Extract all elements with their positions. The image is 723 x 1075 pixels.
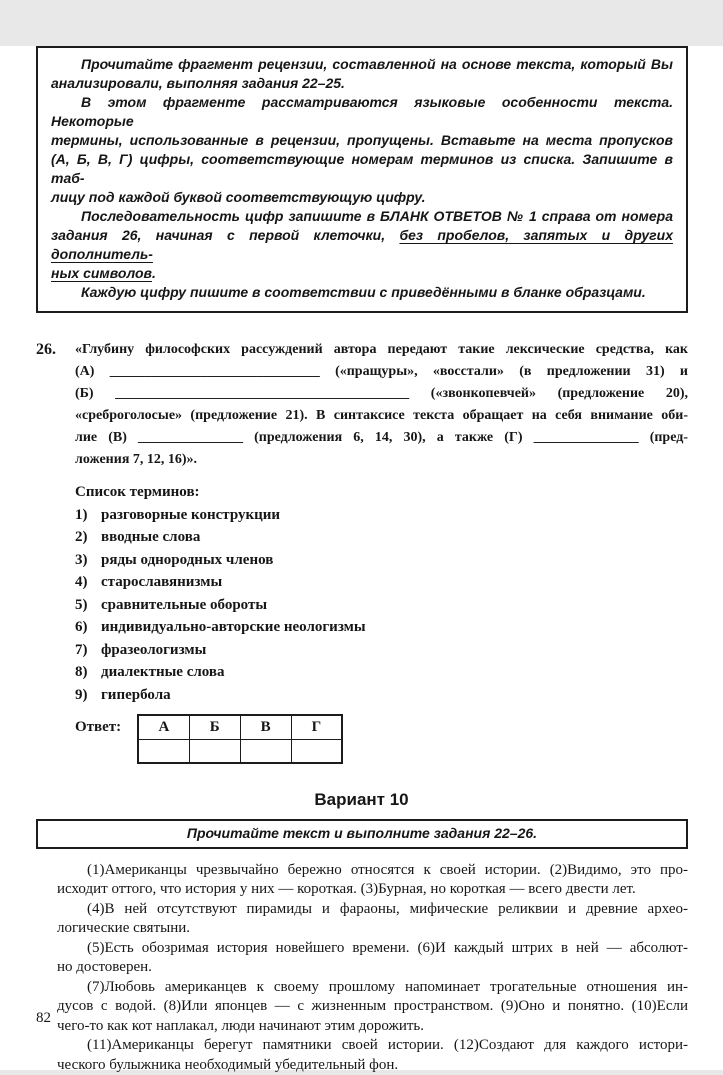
answer-section [75, 714, 688, 764]
text-line: задания 26, начиная с первой клеточки, без пробелов, запятых и других дополнитель- [51, 226, 673, 264]
term-label: сравнительные обороты [101, 596, 267, 614]
text-line: «Глубину философских рассуждений автора передают такие лексические средства, как [75, 339, 688, 361]
paragraph [51, 93, 673, 207]
answer-table-input-row [138, 740, 342, 763]
term-label: старославянизмы [101, 573, 222, 591]
answer-column-header: В [240, 715, 291, 740]
answer-cell-a[interactable] [138, 740, 189, 763]
page-number: 82 [36, 1010, 51, 1027]
terms-list [75, 483, 688, 704]
term-number: 2) [75, 528, 101, 546]
passage-instruction-box [36, 819, 688, 849]
term-item [75, 596, 688, 614]
term-item [75, 506, 688, 524]
paragraph [51, 55, 673, 93]
task-instruction-box [36, 46, 688, 313]
term-number: 3) [75, 551, 101, 569]
answer-column-header: Б [189, 715, 240, 740]
answer-column-header: Г [291, 715, 342, 740]
variant-heading: Вариант 10 [0, 790, 723, 810]
text-line: ложения 7, 12, 16)». [75, 449, 688, 471]
scanned-exam-page [0, 46, 723, 1070]
text-line: (А) ______________________________ («пращуры», «восстали» (в предложении 31) и [75, 361, 688, 383]
paragraph [51, 283, 673, 302]
term-label: диалектные слова [101, 663, 225, 681]
term-label: ряды однородных членов [101, 551, 273, 569]
text-line: Прочитайте фрагмент рецензии, составленной на основе текста, который Вы [51, 55, 673, 74]
answer-cell-b[interactable] [189, 740, 240, 763]
question-26 [36, 339, 688, 471]
paragraph [75, 339, 688, 471]
text-line: анализировали, выполняя задания 22–25. [51, 74, 673, 93]
term-label: фразеологизмы [101, 641, 206, 659]
answer-label: Ответ: [75, 719, 121, 736]
text-line: исходит оттого, что история у них — короткая. (3)Бурная, но короткая — всего двести лет. [57, 880, 688, 900]
text-line: Каждую цифру пишите в соответствии с приведёнными в бланке образцами. [51, 283, 673, 302]
term-number: 4) [75, 573, 101, 591]
text-line: ческого булыжника необходимый убедительный фон. [57, 1056, 688, 1075]
term-item [75, 551, 688, 569]
term-label: вводные слова [101, 528, 200, 546]
term-number: 1) [75, 506, 101, 524]
question-number: 26. [36, 339, 75, 471]
term-item [75, 528, 688, 546]
passage-instruction-text: Прочитайте текст и выполните задания 22–26. [187, 825, 537, 841]
paragraph [57, 900, 688, 939]
text-line: (А, Б, В, Г) цифры, соответствующие номерам терминов из списка. Запишите в таб- [51, 150, 673, 188]
term-label: разговорные конструкции [101, 506, 280, 524]
answer-column-header: А [138, 715, 189, 740]
text-line: логические святыни. [57, 919, 688, 939]
text-line: (7)Любовь американцев к своему прошлому напоминает трогательные отношения ин- [57, 978, 688, 998]
question-stem [75, 339, 688, 471]
term-item [75, 618, 688, 636]
text-line: В этом фрагменте рассматриваются языковые особенности текста. Некоторые [51, 93, 673, 131]
paragraph [57, 861, 688, 900]
term-number: 7) [75, 641, 101, 659]
text-line: (4)В ней отсутствуют пирамиды и фараоны, мифические реликвии и древние архео- [57, 900, 688, 920]
paragraph [57, 1036, 688, 1075]
answer-cell-g[interactable] [291, 740, 342, 763]
term-number: 9) [75, 686, 101, 704]
term-item [75, 573, 688, 591]
text-line: Последовательность цифр запишите в БЛАНК ОТВЕТОВ № 1 справа от номера [51, 207, 673, 226]
text-line: (Б) __________________________________________ («звонкопевчей» (предложение 20), [75, 383, 688, 405]
term-number: 8) [75, 663, 101, 681]
text-line: «среброголосые» (предложение 21). В синтаксисе текста обращает на себя внимание оби- [75, 405, 688, 427]
text-line: (5)Есть обозримая история новейшего времени. (6)И каждый штрих в ней — абсолют- [57, 939, 688, 959]
text-line: но достоверен. [57, 958, 688, 978]
paragraph [57, 978, 688, 1037]
paragraph [51, 207, 673, 283]
text-line: (11)Американцы берегут памятники своей истории. (12)Создают для каждого истори- [57, 1036, 688, 1056]
term-label: индивидуально-авторские неологизмы [101, 618, 366, 636]
text-line: лицу под каждой буквой соответствующую цифру. [51, 188, 673, 207]
term-item [75, 686, 688, 704]
text-line: чего-то как кот наплакал, люди начинают этим дорожить. [57, 1017, 688, 1037]
terms-list-title: Список терминов: [75, 483, 688, 501]
text-line: дусов с водой. (8)Или японцев — с жизненным пространством. (9)Оно и понятно. (10)Если [57, 997, 688, 1017]
answer-table-header-row [138, 715, 342, 740]
term-number: 6) [75, 618, 101, 636]
text-line: термины, использованные в рецензии, пропущены. Вставьте на места пропусков [51, 131, 673, 150]
answer-table [137, 714, 343, 764]
term-item [75, 663, 688, 681]
term-label: гипербола [101, 686, 171, 704]
term-number: 5) [75, 596, 101, 614]
answer-cell-v[interactable] [240, 740, 291, 763]
text-line: лие (В) _______________ (предложения 6, 14, 30), а также (Г) _______________ (пред- [75, 427, 688, 449]
text-line: ных символов. [51, 264, 673, 283]
paragraph [57, 939, 688, 978]
text-line: (1)Американцы чрезвычайно бережно относятся к своей истории. (2)Видимо, это про- [57, 861, 688, 881]
term-item [75, 641, 688, 659]
passage-text [57, 861, 688, 1075]
